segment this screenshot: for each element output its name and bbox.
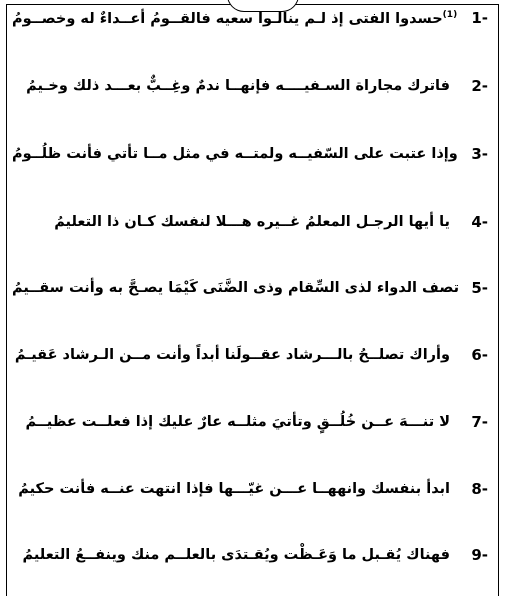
verse-6 bbox=[12, 342, 488, 368]
verse-9-number: 9- bbox=[471, 546, 488, 564]
verse-1 bbox=[12, 5, 488, 31]
verse-6-text: وأراك تصلــحُ بالـــرشاد عقــولَنا أبداً وأنت مــن الـرشاد عَقيـمُ bbox=[14, 347, 450, 363]
verse-8-number: 8- bbox=[471, 480, 488, 498]
verse-5-number: 5- bbox=[471, 279, 488, 297]
verse-1-text: $^{(1)}$حسدوا الفتى إذ لـم ينالـوا سعيه فالقــومُ أعــداءٌ له وخصــومُ bbox=[12, 9, 458, 27]
verse-4-text: يا أيها الرجـل المعلمُ غــيره هـــلا لنفسك كـان ذا التعليمُ bbox=[54, 214, 450, 230]
verse-6-number: 6- bbox=[471, 346, 488, 364]
verse-8-text: ابدأ بنفسك وانههــا عـــن غيّـــها فإذا انتهت عنــه فأنت حكيمُ bbox=[18, 481, 450, 497]
verse-8 bbox=[12, 476, 488, 502]
verse-3-number: 3- bbox=[471, 145, 488, 163]
footnote-marker[interactable]: (1) bbox=[442, 9, 458, 20]
verse-3-text: وإذا عتبت على السّفيــه ولمتــه في مثل مــا تأتي فأنت ظلُــومُ bbox=[12, 146, 458, 162]
verse-9 bbox=[12, 542, 488, 568]
verse-4 bbox=[12, 209, 488, 235]
verse-2-text: فاترك مجاراة السـفيــــه فإنهــا ندمٌ وغِــبٌّ بعـــد ذلك وخـيمُ bbox=[26, 78, 450, 94]
verse-5-text: تصف الدواء لذى السِّقام وذى الضَّنَى كَيْمَا يصـحَّ به وأنت سقــيمُ bbox=[12, 280, 460, 296]
verse-5 bbox=[12, 275, 488, 301]
verse-7-text: لا تنـــهَ عــن خُلُــقٍ وتأتيَ مثلــه عارٌ عليك إذا فعلــت عظيــمُ bbox=[25, 414, 450, 430]
verse-7-number: 7- bbox=[471, 413, 488, 431]
verse-9-text: فهناك يُقـبل ما وَعَـظْت ويُقـتدَى بالعلــم منك وينفــعُ التعليمُ bbox=[22, 547, 450, 563]
verse-2-number: 2- bbox=[471, 77, 488, 95]
verse-7 bbox=[12, 409, 488, 435]
verse-1-number: 1- bbox=[471, 9, 488, 27]
verse-4-number: 4- bbox=[471, 213, 488, 231]
verse-3 bbox=[12, 141, 488, 167]
verse-2 bbox=[12, 73, 488, 99]
